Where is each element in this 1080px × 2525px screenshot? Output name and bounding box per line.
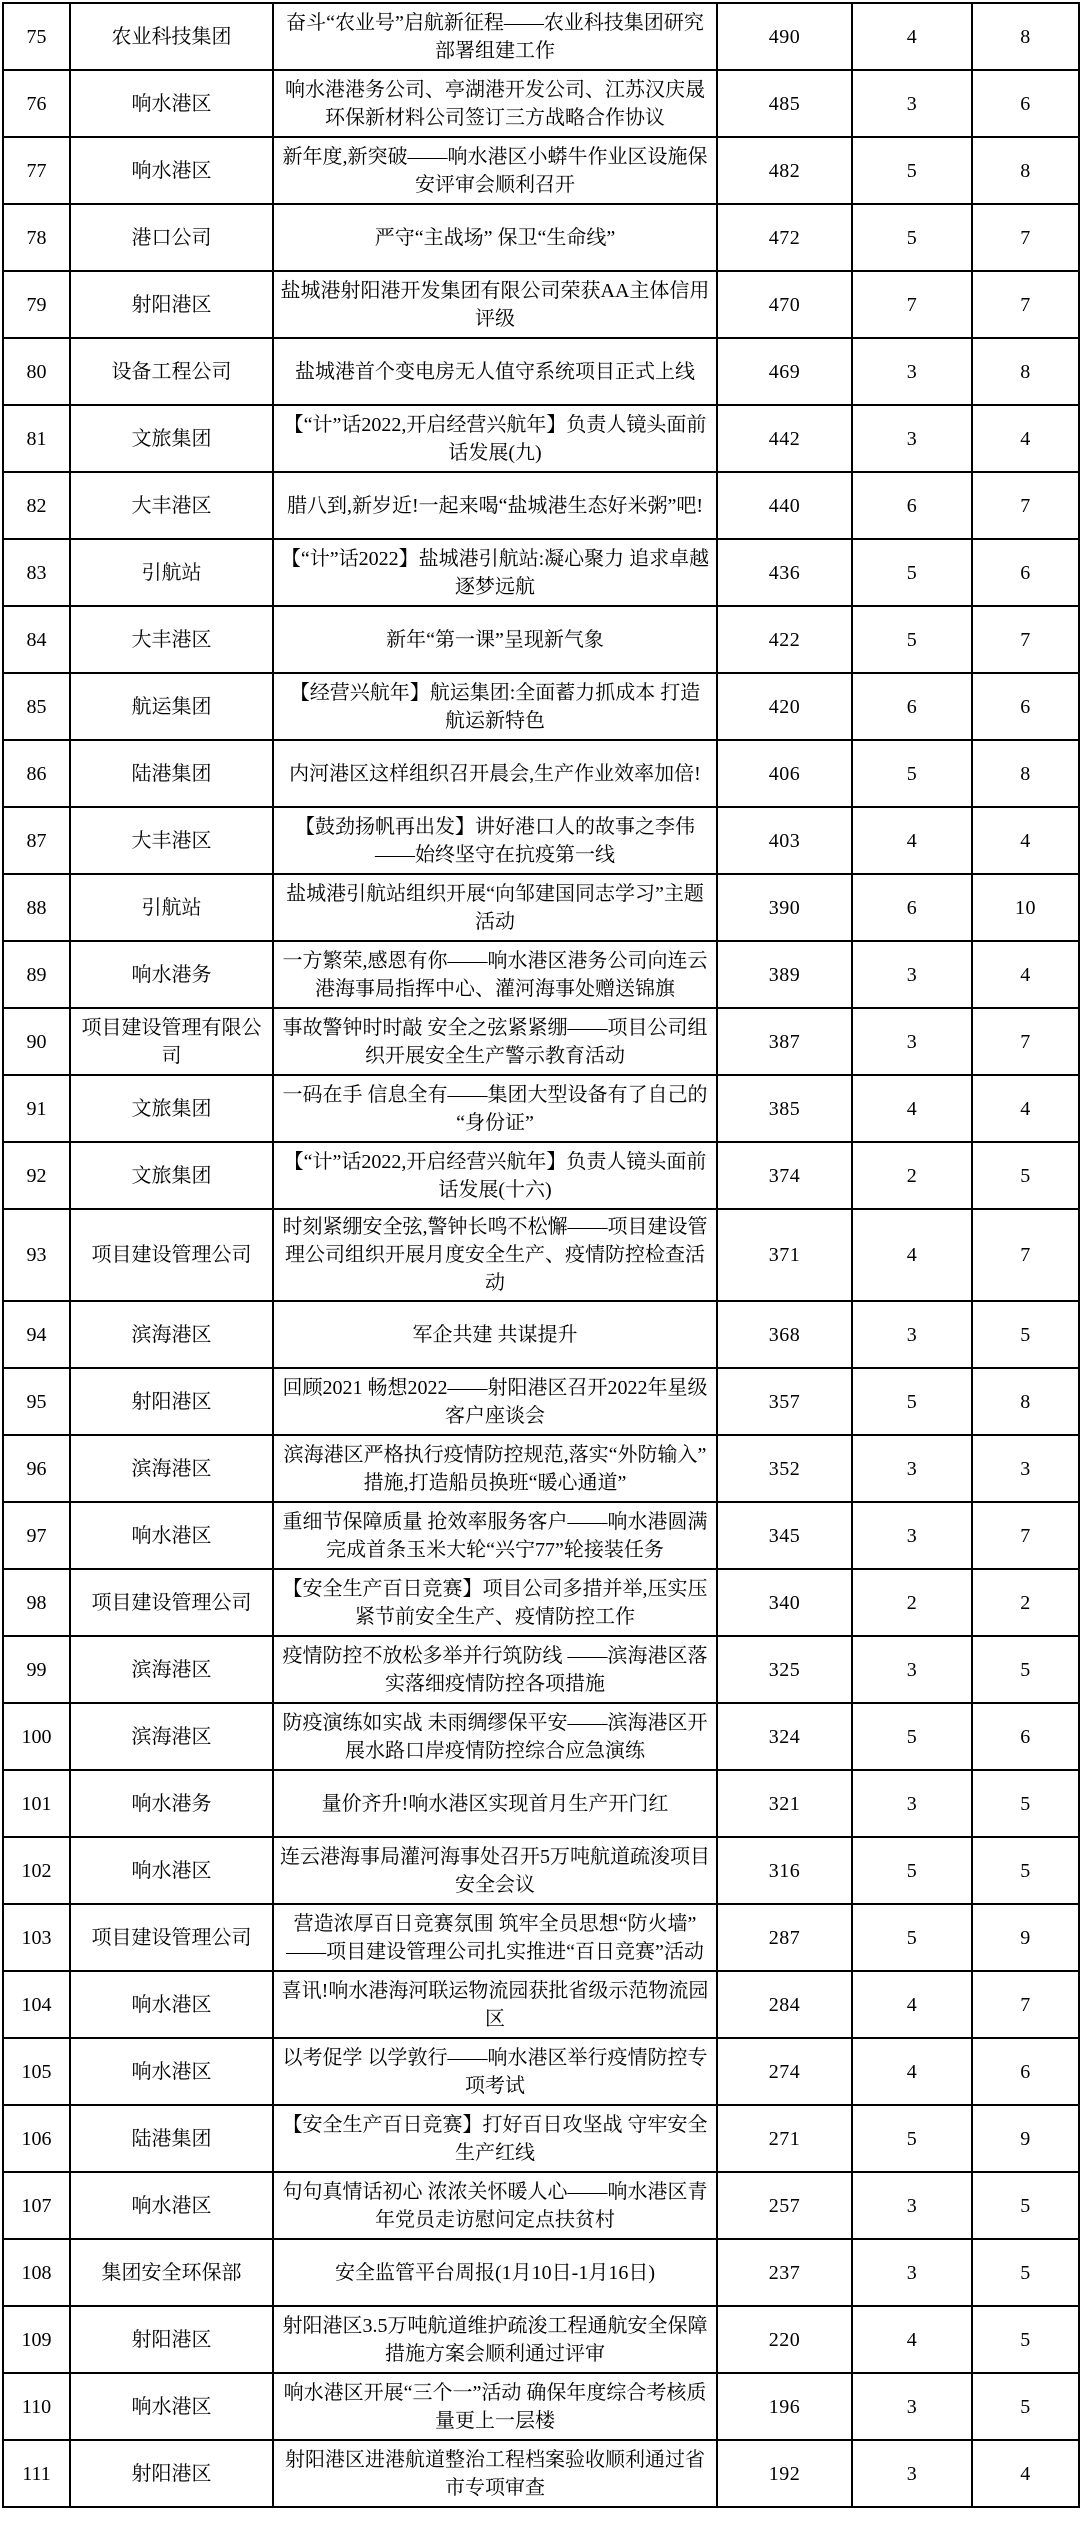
department-cell: 文旅集团 (70, 1142, 273, 1209)
metric-cell-2: 3 (852, 1636, 972, 1703)
metric-cell-3: 10 (972, 874, 1079, 941)
department-cell: 响水港区 (70, 1971, 273, 2038)
article-title-cell: 军企共建 共谋提升 (273, 1301, 717, 1368)
metric-cell-3: 4 (972, 941, 1079, 1008)
article-title-cell: 喜讯!响水港海河联运物流园获批省级示范物流园区 (273, 1971, 717, 2038)
article-title-cell: 【“计”话2022】盐城港引航站:凝心聚力 追求卓越 逐梦远航 (273, 539, 717, 606)
metric-cell-2: 4 (852, 1075, 972, 1142)
metric-cell-3: 4 (972, 2440, 1079, 2507)
metric-cell-1: 470 (717, 271, 852, 338)
article-title-cell: 重细节保障质量 抢效率服务客户——响水港圆满完成首条玉米大轮“兴宁77”轮接装任务 (273, 1502, 717, 1569)
metric-cell-3: 8 (972, 1368, 1079, 1435)
metric-cell-3: 8 (972, 338, 1079, 405)
row-number-cell: 87 (3, 807, 70, 874)
metric-cell-3: 5 (972, 2373, 1079, 2440)
metric-cell-2: 4 (852, 2306, 972, 2373)
metric-cell-1: 374 (717, 1142, 852, 1209)
department-cell: 文旅集团 (70, 1075, 273, 1142)
metric-cell-2: 6 (852, 472, 972, 539)
article-ranking-table (2, 2, 1080, 2508)
metric-cell-3: 5 (972, 2172, 1079, 2239)
metric-cell-1: 442 (717, 405, 852, 472)
metric-cell-2: 5 (852, 1904, 972, 1971)
table-row (3, 70, 1079, 137)
row-number-cell: 96 (3, 1435, 70, 1502)
department-cell: 大丰港区 (70, 807, 273, 874)
metric-cell-2: 3 (852, 70, 972, 137)
metric-cell-3: 5 (972, 1142, 1079, 1209)
department-cell: 陆港集团 (70, 740, 273, 807)
table-row (3, 1435, 1079, 1502)
department-cell: 滨海港区 (70, 1301, 273, 1368)
row-number-cell: 77 (3, 137, 70, 204)
table-row (3, 2172, 1079, 2239)
row-number-cell: 92 (3, 1142, 70, 1209)
row-number-cell: 101 (3, 1770, 70, 1837)
table-row (3, 606, 1079, 673)
metric-cell-3: 3 (972, 1435, 1079, 1502)
row-number-cell: 89 (3, 941, 70, 1008)
row-number-cell: 106 (3, 2105, 70, 2172)
table-row (3, 1770, 1079, 1837)
row-number-cell: 76 (3, 70, 70, 137)
table-row (3, 807, 1079, 874)
metric-cell-3: 7 (972, 1209, 1079, 1301)
table-row (3, 1837, 1079, 1904)
metric-cell-2: 5 (852, 137, 972, 204)
table-row (3, 673, 1079, 740)
department-cell: 滨海港区 (70, 1435, 273, 1502)
department-cell: 射阳港区 (70, 1368, 273, 1435)
department-cell: 航运集团 (70, 673, 273, 740)
article-title-cell: 射阳港区进港航道整治工程档案验收顺利通过省市专项审查 (273, 2440, 717, 2507)
department-cell: 滨海港区 (70, 1703, 273, 1770)
row-number-cell: 90 (3, 1008, 70, 1075)
metric-cell-2: 3 (852, 1435, 972, 1502)
row-number-cell: 83 (3, 539, 70, 606)
metric-cell-1: 352 (717, 1435, 852, 1502)
metric-cell-2: 5 (852, 539, 972, 606)
metric-cell-2: 3 (852, 338, 972, 405)
article-title-cell: 以考促学 以学敦行——响水港区举行疫情防控专项考试 (273, 2038, 717, 2105)
row-number-cell: 86 (3, 740, 70, 807)
article-title-cell: 射阳港区3.5万吨航道维护疏浚工程通航安全保障措施方案会顺利通过评审 (273, 2306, 717, 2373)
department-cell: 滨海港区 (70, 1636, 273, 1703)
metric-cell-1: 284 (717, 1971, 852, 2038)
metric-cell-3: 5 (972, 1770, 1079, 1837)
article-title-cell: 一码在手 信息全有——集团大型设备有了自己的“身份证” (273, 1075, 717, 1142)
metric-cell-1: 257 (717, 2172, 852, 2239)
metric-cell-1: 321 (717, 1770, 852, 1837)
table-row (3, 472, 1079, 539)
table-row (3, 405, 1079, 472)
article-title-cell: 新年度,新突破——响水港区小蟒牛作业区设施保安评审会顺利召开 (273, 137, 717, 204)
metric-cell-2: 3 (852, 1008, 972, 1075)
metric-cell-1: 324 (717, 1703, 852, 1770)
table-row (3, 1368, 1079, 1435)
article-title-cell: 滨海港区严格执行疫情防控规范,落实“外防输入”措施,打造船员换班“暖心通道” (273, 1435, 717, 1502)
table-row (3, 137, 1079, 204)
table-row (3, 1569, 1079, 1636)
department-cell: 项目建设管理有限公司 (70, 1008, 273, 1075)
article-title-cell: 事故警钟时时敲 安全之弦紧紧绷——项目公司组织开展安全生产警示教育活动 (273, 1008, 717, 1075)
table-row (3, 1075, 1079, 1142)
metric-cell-2: 6 (852, 874, 972, 941)
table-row (3, 874, 1079, 941)
department-cell: 项目建设管理公司 (70, 1569, 273, 1636)
row-number-cell: 109 (3, 2306, 70, 2373)
metric-cell-3: 7 (972, 1971, 1079, 2038)
metric-cell-1: 390 (717, 874, 852, 941)
article-title-cell: 盐城港首个变电房无人值守系统项目正式上线 (273, 338, 717, 405)
row-number-cell: 82 (3, 472, 70, 539)
metric-cell-3: 4 (972, 405, 1079, 472)
metric-cell-3: 6 (972, 673, 1079, 740)
row-number-cell: 108 (3, 2239, 70, 2306)
article-title-cell: 连云港海事局灌河海事处召开5万吨航道疏浚项目安全会议 (273, 1837, 717, 1904)
table-row (3, 2239, 1079, 2306)
metric-cell-1: 422 (717, 606, 852, 673)
department-cell: 文旅集团 (70, 405, 273, 472)
metric-cell-1: 316 (717, 1837, 852, 1904)
article-title-cell: 腊八到,新岁近!一起来喝“盐城港生态好米粥”吧! (273, 472, 717, 539)
metric-cell-1: 192 (717, 2440, 852, 2507)
department-cell: 大丰港区 (70, 606, 273, 673)
metric-cell-3: 7 (972, 271, 1079, 338)
metric-cell-3: 2 (972, 1569, 1079, 1636)
table-row (3, 1301, 1079, 1368)
row-number-cell: 93 (3, 1209, 70, 1301)
metric-cell-1: 440 (717, 472, 852, 539)
article-title-cell: 时刻紧绷安全弦,警钟长鸣不松懈——项目建设管理公司组织开展月度安全生产、疫情防控检查活动 (273, 1209, 717, 1301)
row-number-cell: 103 (3, 1904, 70, 1971)
metric-cell-2: 3 (852, 2172, 972, 2239)
metric-cell-1: 357 (717, 1368, 852, 1435)
row-number-cell: 110 (3, 2373, 70, 2440)
metric-cell-1: 271 (717, 2105, 852, 2172)
metric-cell-2: 4 (852, 3, 972, 70)
metric-cell-1: 403 (717, 807, 852, 874)
metric-cell-3: 6 (972, 539, 1079, 606)
article-title-cell: 响水港港务公司、亭湖港开发公司、江苏汉庆晟环保新材料公司签订三方战略合作协议 (273, 70, 717, 137)
department-cell: 响水港区 (70, 1837, 273, 1904)
row-number-cell: 97 (3, 1502, 70, 1569)
department-cell: 项目建设管理公司 (70, 1209, 273, 1301)
metric-cell-1: 490 (717, 3, 852, 70)
table-row (3, 1502, 1079, 1569)
table-row (3, 1209, 1079, 1301)
table-row (3, 271, 1079, 338)
department-cell: 响水港区 (70, 70, 273, 137)
table-row (3, 941, 1079, 1008)
row-number-cell: 78 (3, 204, 70, 271)
metric-cell-3: 7 (972, 204, 1079, 271)
metric-cell-3: 8 (972, 137, 1079, 204)
metric-cell-2: 7 (852, 271, 972, 338)
metric-cell-2: 4 (852, 807, 972, 874)
metric-cell-2: 2 (852, 1569, 972, 1636)
article-title-cell: 奋斗“农业号”启航新征程——农业科技集团研究部署组建工作 (273, 3, 717, 70)
metric-cell-2: 5 (852, 1837, 972, 1904)
metric-cell-1: 371 (717, 1209, 852, 1301)
article-title-cell: 句句真情话初心 浓浓关怀暖人心——响水港区青年党员走访慰问定点扶贫村 (273, 2172, 717, 2239)
table-row (3, 338, 1079, 405)
metric-cell-1: 385 (717, 1075, 852, 1142)
row-number-cell: 95 (3, 1368, 70, 1435)
metric-cell-1: 436 (717, 539, 852, 606)
table-row (3, 2105, 1079, 2172)
metric-cell-1: 469 (717, 338, 852, 405)
metric-cell-3: 9 (972, 2105, 1079, 2172)
table-body (3, 3, 1079, 2507)
department-cell: 响水港务 (70, 1770, 273, 1837)
metric-cell-2: 6 (852, 673, 972, 740)
metric-cell-1: 389 (717, 941, 852, 1008)
metric-cell-2: 3 (852, 1301, 972, 1368)
row-number-cell: 100 (3, 1703, 70, 1770)
metric-cell-3: 7 (972, 1502, 1079, 1569)
metric-cell-1: 406 (717, 740, 852, 807)
table-row (3, 2038, 1079, 2105)
metric-cell-3: 8 (972, 740, 1079, 807)
metric-cell-1: 345 (717, 1502, 852, 1569)
metric-cell-2: 5 (852, 740, 972, 807)
metric-cell-1: 485 (717, 70, 852, 137)
metric-cell-1: 368 (717, 1301, 852, 1368)
article-title-cell: 【安全生产百日竞赛】打好百日攻坚战 守牢安全生产红线 (273, 2105, 717, 2172)
article-title-cell: 营造浓厚百日竞赛氛围 筑牢全员思想“防火墙” ——项目建设管理公司扎实推进“百日竞赛”活动 (273, 1904, 717, 1971)
table-row (3, 539, 1079, 606)
metric-cell-3: 6 (972, 1703, 1079, 1770)
article-title-cell: 【鼓劲扬帆再出发】讲好港口人的故事之李伟——始终坚守在抗疫第一线 (273, 807, 717, 874)
metric-cell-2: 4 (852, 1971, 972, 2038)
department-cell: 响水港务 (70, 941, 273, 1008)
metric-cell-3: 8 (972, 3, 1079, 70)
department-cell: 响水港区 (70, 137, 273, 204)
row-number-cell: 107 (3, 2172, 70, 2239)
article-title-cell: 响水港区开展“三个一”活动 确保年度综合考核质量更上一层楼 (273, 2373, 717, 2440)
department-cell: 响水港区 (70, 2038, 273, 2105)
department-cell: 农业科技集团 (70, 3, 273, 70)
metric-cell-1: 287 (717, 1904, 852, 1971)
metric-cell-1: 482 (717, 137, 852, 204)
metric-cell-1: 325 (717, 1636, 852, 1703)
row-number-cell: 79 (3, 271, 70, 338)
metric-cell-3: 4 (972, 1075, 1079, 1142)
metric-cell-3: 5 (972, 2306, 1079, 2373)
metric-cell-1: 472 (717, 204, 852, 271)
metric-cell-3: 6 (972, 2038, 1079, 2105)
metric-cell-2: 2 (852, 1142, 972, 1209)
table-row (3, 740, 1079, 807)
department-cell: 陆港集团 (70, 2105, 273, 2172)
metric-cell-1: 237 (717, 2239, 852, 2306)
department-cell: 引航站 (70, 874, 273, 941)
metric-cell-2: 5 (852, 1368, 972, 1435)
row-number-cell: 84 (3, 606, 70, 673)
table-row (3, 2306, 1079, 2373)
metric-cell-2: 4 (852, 2038, 972, 2105)
row-number-cell: 81 (3, 405, 70, 472)
row-number-cell: 75 (3, 3, 70, 70)
metric-cell-3: 5 (972, 1301, 1079, 1368)
row-number-cell: 85 (3, 673, 70, 740)
metric-cell-2: 5 (852, 204, 972, 271)
department-cell: 响水港区 (70, 2373, 273, 2440)
department-cell: 引航站 (70, 539, 273, 606)
metric-cell-3: 7 (972, 606, 1079, 673)
article-title-cell: 回顾2021 畅想2022——射阳港区召开2022年星级客户座谈会 (273, 1368, 717, 1435)
article-title-cell: 新年“第一课”呈现新气象 (273, 606, 717, 673)
metric-cell-1: 196 (717, 2373, 852, 2440)
metric-cell-3: 5 (972, 2239, 1079, 2306)
row-number-cell: 91 (3, 1075, 70, 1142)
table-row (3, 1008, 1079, 1075)
article-title-cell: 疫情防控不放松多举并行筑防线 ——滨海港区落实落细疫情防控各项措施 (273, 1636, 717, 1703)
table-row (3, 1971, 1079, 2038)
department-cell: 设备工程公司 (70, 338, 273, 405)
metric-cell-1: 387 (717, 1008, 852, 1075)
metric-cell-3: 5 (972, 1636, 1079, 1703)
metric-cell-2: 3 (852, 941, 972, 1008)
table-row (3, 1636, 1079, 1703)
metric-cell-3: 5 (972, 1837, 1079, 1904)
metric-cell-3: 7 (972, 472, 1079, 539)
metric-cell-1: 420 (717, 673, 852, 740)
metric-cell-3: 7 (972, 1008, 1079, 1075)
metric-cell-1: 220 (717, 2306, 852, 2373)
article-title-cell: 【“计”话2022,开启经营兴航年】负责人镜头面前话发展(九) (273, 405, 717, 472)
department-cell: 射阳港区 (70, 2306, 273, 2373)
metric-cell-3: 6 (972, 70, 1079, 137)
department-cell: 大丰港区 (70, 472, 273, 539)
metric-cell-2: 3 (852, 2440, 972, 2507)
metric-cell-2: 5 (852, 2105, 972, 2172)
row-number-cell: 111 (3, 2440, 70, 2507)
metric-cell-3: 4 (972, 807, 1079, 874)
metric-cell-2: 3 (852, 405, 972, 472)
metric-cell-2: 4 (852, 1209, 972, 1301)
article-title-cell: 内河港区这样组织召开晨会,生产作业效率加倍! (273, 740, 717, 807)
metric-cell-2: 3 (852, 2373, 972, 2440)
metric-cell-3: 9 (972, 1904, 1079, 1971)
department-cell: 射阳港区 (70, 2440, 273, 2507)
department-cell: 响水港区 (70, 2172, 273, 2239)
table-row (3, 1904, 1079, 1971)
row-number-cell: 99 (3, 1636, 70, 1703)
row-number-cell: 98 (3, 1569, 70, 1636)
metric-cell-2: 3 (852, 1770, 972, 1837)
department-cell: 射阳港区 (70, 271, 273, 338)
table-row (3, 2373, 1079, 2440)
article-title-cell: 防疫演练如实战 未雨绸缪保平安——滨海港区开展水路口岸疫情防控综合应急演练 (273, 1703, 717, 1770)
department-cell: 集团安全环保部 (70, 2239, 273, 2306)
row-number-cell: 104 (3, 1971, 70, 2038)
article-title-cell: 盐城港引航站组织开展“向邹建国同志学习”主题活动 (273, 874, 717, 941)
department-cell: 项目建设管理公司 (70, 1904, 273, 1971)
department-cell: 响水港区 (70, 1502, 273, 1569)
table-row (3, 204, 1079, 271)
article-title-cell: 【经营兴航年】航运集团:全面蓄力抓成本 打造航运新特色 (273, 673, 717, 740)
metric-cell-2: 3 (852, 1502, 972, 1569)
row-number-cell: 105 (3, 2038, 70, 2105)
article-title-cell: 安全监管平台周报(1月10日-1月16日) (273, 2239, 717, 2306)
article-title-cell: 严守“主战场” 保卫“生命线” (273, 204, 717, 271)
metric-cell-1: 274 (717, 2038, 852, 2105)
metric-cell-1: 340 (717, 1569, 852, 1636)
table-row (3, 3, 1079, 70)
article-title-cell: 【“计”话2022,开启经营兴航年】负责人镜头面前话发展(十六) (273, 1142, 717, 1209)
metric-cell-2: 5 (852, 606, 972, 673)
table-row (3, 2440, 1079, 2507)
article-title-cell: 一方繁荣,感恩有你——响水港区港务公司向连云港海事局指挥中心、灌河海事处赠送锦旗 (273, 941, 717, 1008)
table-row (3, 1703, 1079, 1770)
metric-cell-2: 5 (852, 1703, 972, 1770)
department-cell: 港口公司 (70, 204, 273, 271)
row-number-cell: 88 (3, 874, 70, 941)
table-row (3, 1142, 1079, 1209)
row-number-cell: 102 (3, 1837, 70, 1904)
article-title-cell: 盐城港射阳港开发集团有限公司荣获AA主体信用评级 (273, 271, 717, 338)
row-number-cell: 94 (3, 1301, 70, 1368)
article-title-cell: 【安全生产百日竞赛】项目公司多措并举,压实压紧节前安全生产、疫情防控工作 (273, 1569, 717, 1636)
metric-cell-2: 3 (852, 2239, 972, 2306)
row-number-cell: 80 (3, 338, 70, 405)
article-title-cell: 量价齐升!响水港区实现首月生产开门红 (273, 1770, 717, 1837)
